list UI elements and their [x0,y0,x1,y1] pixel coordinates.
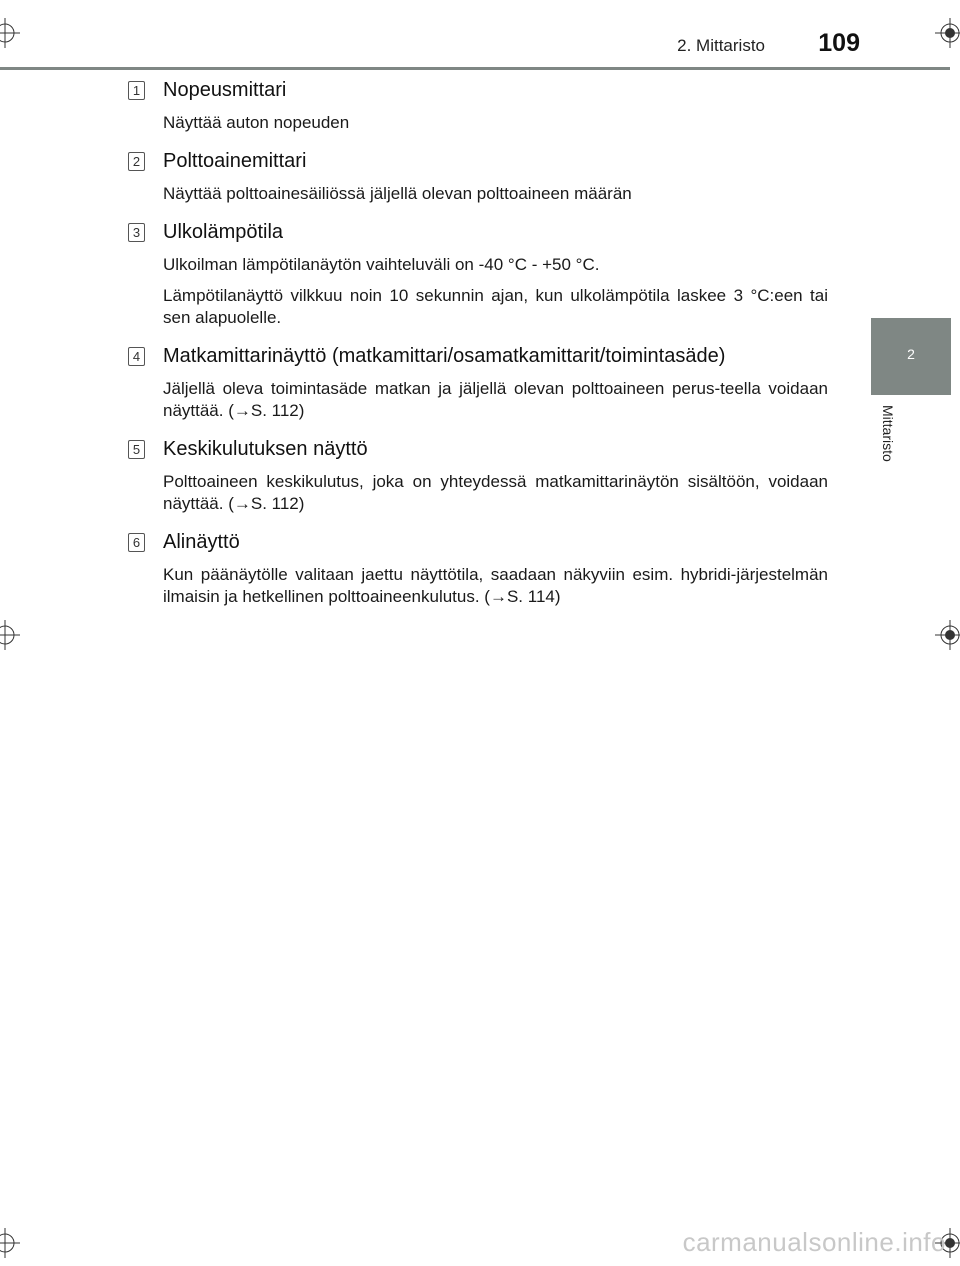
item-list [128,76,828,621]
crop-mark-icon [0,620,20,650]
watermark: carmanualsonline.info [682,1227,946,1257]
item-number-badge: 4 [128,347,145,366]
item-title: Matkamittarinäyttö (matkamittari/osamatkamittarit/toimintasäde) [163,345,726,367]
item-number-badge: 1 [128,81,145,100]
item-description: Polttoaineen keskikulutus, joka on yhteydessä matkamittarinäytön sisältöön, voidaan näyttää. (→S. 112) [163,472,828,513]
running-header-section: 2. Mittaristo [677,36,765,55]
header-rule [0,67,950,70]
item-description: Jäljellä oleva toimintasäde matkan ja jäljellä olevan polttoaineen perus-teella voidaan näyttää. (→S. 112) [163,379,828,420]
item-description: Näyttää polttoainesäiliössä jäljellä olevan polttoaineen määrän [163,184,632,203]
registration-mark-icon [935,620,960,650]
registration-mark-icon [935,18,960,48]
item-number-badge: 3 [128,223,145,242]
item-title: Keskikulutuksen näyttö [163,438,368,460]
item-title: Nopeusmittari [163,79,287,101]
list-item [128,342,828,422]
list-item [128,528,828,608]
page-number: 109 [818,29,860,57]
item-description: Ulkoilman lämpötilanäytön vaihteluväli on -40 °C - +50 °C. [163,255,600,274]
chapter-side-label [876,405,900,495]
chapter-tab [871,318,951,395]
item-description: Näyttää auton nopeuden [163,113,350,132]
chapter-side-label-text: Mittaristo [880,405,896,462]
crop-mark-icon [0,1228,20,1258]
item-number-badge: 2 [128,152,145,171]
item-description: Lämpötilanäyttö vilkkuu noin 10 sekunnin ajan, kun ulkolämpötila laskee 3 °C:een tai sen alapuolelle. [163,286,828,327]
crop-mark-icon [0,18,20,48]
list-item [128,76,828,134]
item-number-badge: 6 [128,533,145,552]
item-description: Kun päänäytölle valitaan jaettu näyttötila, saadaan näkyviin esim. hybridi-järjestelmän ilmaisin ja hetkellinen polttoaineenkulutus. (→S. 114) [163,565,828,606]
item-title: Alinäyttö [163,531,240,553]
chapter-tab-number: 2 [907,346,915,362]
item-title: Ulkolämpötila [163,221,284,243]
list-item [128,218,828,329]
list-item [128,435,828,515]
item-number-badge: 5 [128,440,145,459]
list-item [128,147,828,205]
item-title: Polttoainemittari [163,150,307,172]
